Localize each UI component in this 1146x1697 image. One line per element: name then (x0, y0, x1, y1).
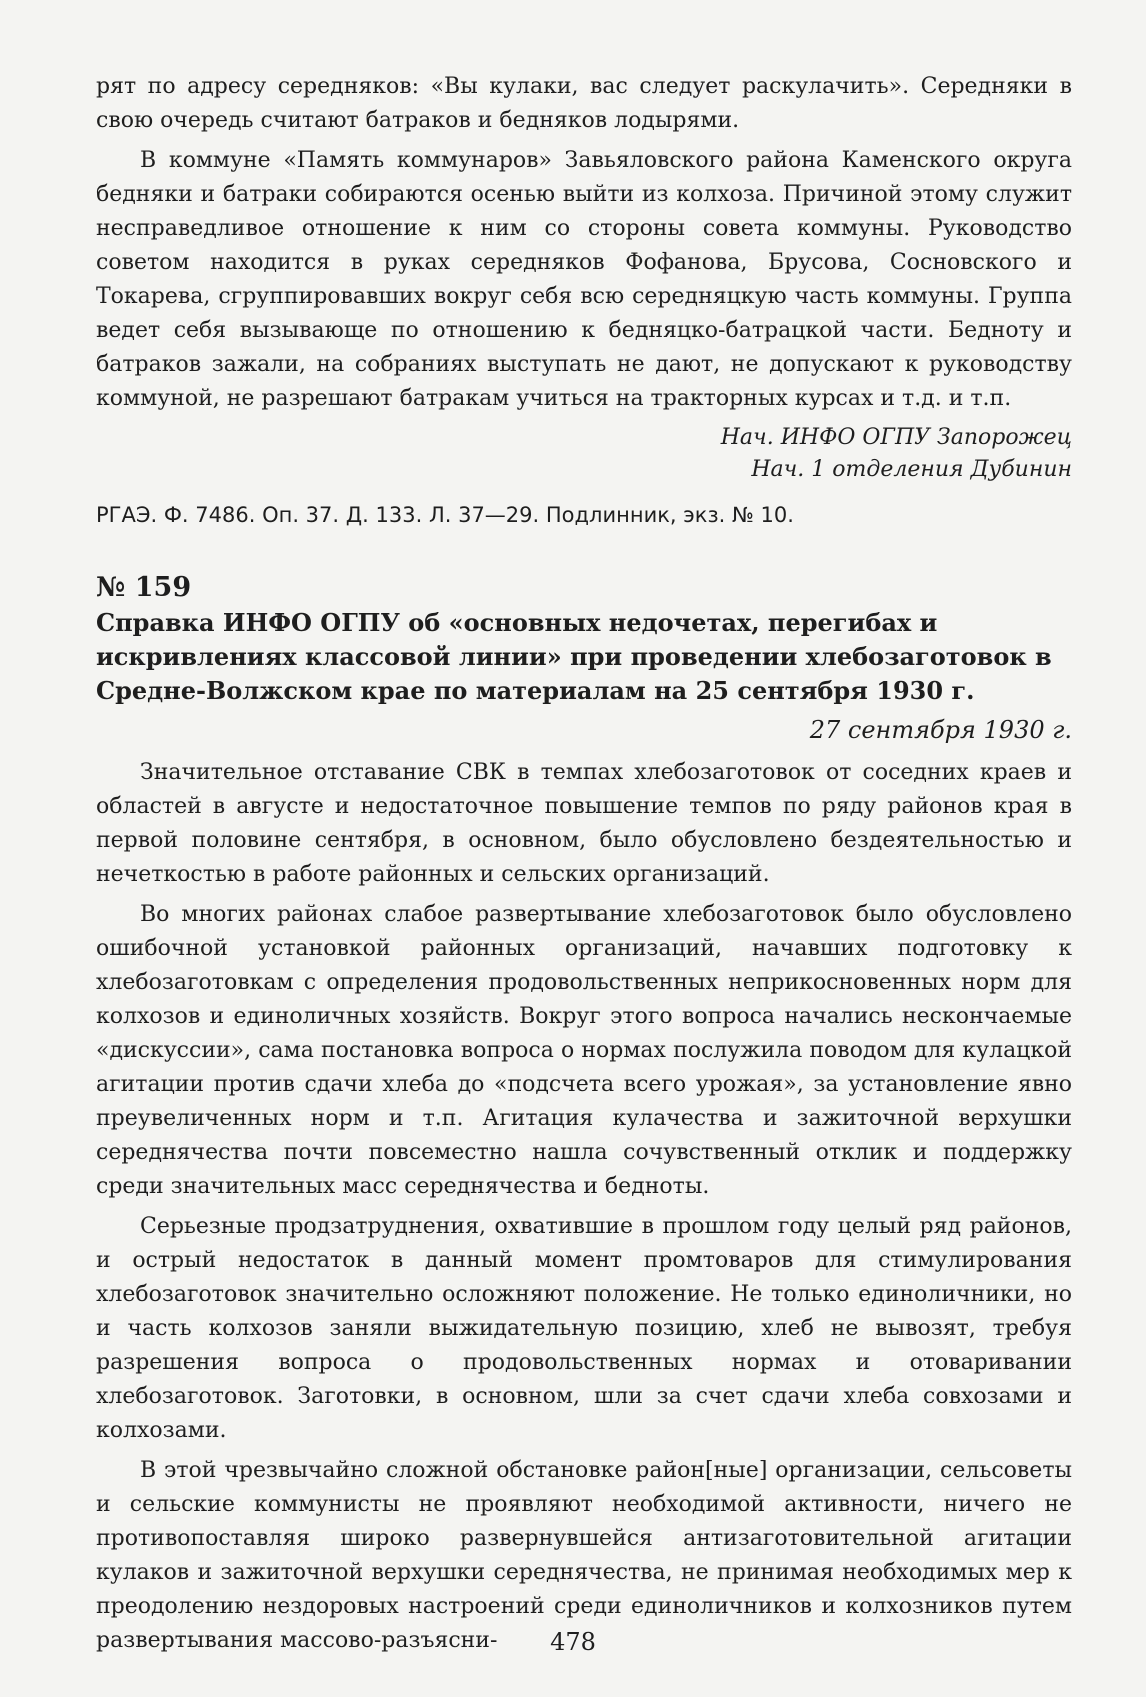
document-paragraph: В этой чрезвычайно сложной обстановке район[ные] организации, сельсоветы и сельские коммунисты не проявляют необходимой активности, ничего не противопоставляя широко развернувшейся антизаготовительной агитации кулаков и зажиточной верхушки середнячества, не принимая необходимых мер к преодолению нездоровых настроений среди единоличников и колхозников путем развертывания массово-разъясни- (96, 1458, 1072, 1653)
document-paragraph: Значительное отставание СВК в темпах хлебозаготовок от соседних краев и областей в августе и недостаточное повышение темпов по ряду районов края в первой половине сентября, в основном, было обусловлено бездеятельностью и нечеткостью в работе районных и сельских организаций. (96, 760, 1072, 887)
document-date: 27 сентября 1930 г. (809, 716, 1072, 744)
document-title: Справка ИНФО ОГПУ об «основных недочетах, перегибах и искривлениях классовой линии» при проведении хлебозаготовок в Средне-Волжском крае по материалам на 25 сентября 1930 г. (96, 608, 1052, 705)
archive-source: РГАЭ. Ф. 7486. Оп. 37. Д. 133. Л. 37—29. Подлинник, экз. № 10. (96, 503, 794, 527)
paragraph-continuation: рят по адресу середняков: «Вы кулаки, вас следует раскулачить». Середняки в свою очередь считают батраков и бедняков лодырями. (96, 74, 1072, 133)
page-content (96, 70, 1072, 1664)
paragraph-commune: В коммуне «Память коммунаров» Завьяловского района Каменского округа бедняки и батраки собираются осенью выйти из колхоза. Причиной этому служит несправедливое отношение к ним со стороны совета коммуны. Руководство советом находится в руках середняков Фофанова, Брусова, Сосновского и Токарева, сгруппировавших вокруг себя всю середняцкую часть коммуны. Группа ведет себя вызывающе по отношению к бедняцко-батрацкой части. Бедноту и батраков зажали, на собраниях выступать не дают, не допускают к руководству коммуной, не разрешают батракам учиться на тракторных курсах и т.д. и т.п. (96, 148, 1072, 411)
signature-dept-1: Нач. 1 отделения Дубинин (751, 457, 1072, 482)
signature-info-ogpu: Нач. ИНФО ОГПУ Запорожец (720, 425, 1072, 450)
document-number: № 159 (96, 572, 192, 603)
document-paragraph: Во многих районах слабое развертывание хлебозаготовок было обусловлено ошибочной установкой районных организаций, начавших подготовку к хлебозаготовкам с определения продовольственных неприкосновенных норм для колхозов и единоличных хозяйств. Вокруг этого вопроса начались нескончаемые «дискуссии», сама постановка вопроса о нормах послужила поводом для кулацкой агитации против сдачи хлеба до «подсчета всего урожая», за установление явно преувеличенных норм и т.п. Агитация кулачества и зажиточной верхушки середнячества почти повсеместно нашла сочувственный отклик и поддержку среди значительных масс середнячества и бедноты. (96, 902, 1072, 1199)
document-paragraph: Серьезные продзатруднения, охватившие в прошлом году целый ряд районов, и острый недостаток в данный момент промтоваров для стимулирования хлебозаготовок значительно осложняют положение. Не только единоличники, но и часть колхозов заняли выжидательную позицию, хлеб не вывозят, требуя разрешения вопроса о продовольственных нормах и отоваривании хлебозаготовок. Заготовки, в основном, шли за счет сдачи хлеба совхозами и колхозами. (96, 1214, 1072, 1443)
page-number: 478 (550, 1628, 596, 1656)
